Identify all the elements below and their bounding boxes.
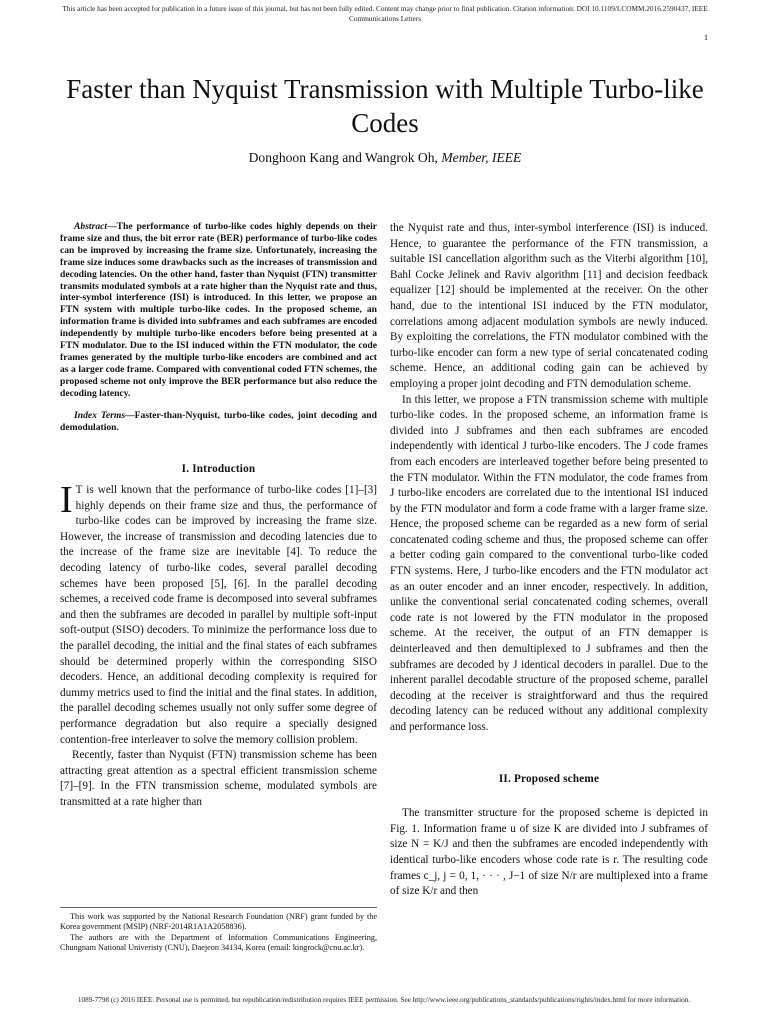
footnote (60, 907, 377, 953)
section-heading-introduction: I. Introduction (181, 463, 256, 476)
left-column (60, 221, 377, 810)
banner-line-1: This article has been accepted for publication in a future issue of this journal, but has not been fully edited. Content may change prior to final publication. Citation information: DOI 10.1109/LCOMM.2016.2590437, IEEE (62, 4, 708, 13)
author-membership: Member, IEEE (441, 150, 522, 165)
intro-paragraph-3: In this letter, we propose a FTN transmission scheme with multiple turbo-like codes. In the proposed scheme, an information frame is divided into J subframes and then each subframes are encoded independently with identical J turbo-like encoders. The J code frames from each encoders are interleaved together before being presented to the FTN modulator. Within the FTN modulator, the code frames from J turbo-like encoders are correlated due to the intentional ISI induced by the FTN modulator and form a code frame with a larger frame size. Hence, the proposed scheme can be regarded as a new form of serial concatenated coding scheme and thus, the proposed scheme can offer a better coding gain compared to the conventional turbo-like coded FTN systems. Here, J turbo-like encoders and the FTN modulator act as an outer encoder and an inner encoder, respectively. In addition, unlike the conventional serial concatenated coding schemes, overall code rate is not lowered by the FTN modulator in the proposed scheme. At the receiver, the output of an FTN demapper is deinterleaved and then demultiplexed to J subframes and then the subframes are decoded by J identical decoders in parallel. Due to the inherent parallel decodable structure of the proposed scheme, parallel decoding at the receiver is straightforward and thus the required decoding latency can be reduced without any additional complexity and performance loss. (390, 393, 708, 733)
abstract-text: The performance of turbo-like codes highly depends on their frame size and thus, the bit error rate (BER) performance of turbo-like codes can be improved by increasing the frame size. Unfortunately, increasing the frame size induces some drawbacks such as the increases of transmission and decoding latencies. On the other hand, faster than Nyquist (FTN) transmitter transmits modulated symbols at a rate higher than the Nyquist rate and thus, inter-symbol interference (ISI) is introduced. In this letter, we propose an FTN system with multiple turbo-like codes. In the proposed scheme, an information frame is divided into subframes and each subframes are encoded independently by multiple turbo-like encoders before being presented at a FTN modulator. Due to the ISI induced within the FTN modulator, the code frames generated by the multiple turbo-like encoders are combined and act as a larger code frame. Compared with conventional coded FTN schemes, the proposed scheme not only improve the BER performance but also reduce the decoding latency. (60, 221, 377, 399)
banner-line-2: Communications Letters (349, 14, 421, 23)
author-line (40, 150, 730, 166)
right-column (390, 221, 708, 900)
paper-title: Faster than Nyquist Transmission with Multiple Turbo-like Codes (66, 74, 704, 138)
footnote-funding: This work was supported by the National Research Foundation (NRF) grant funded by the Korea government (MSIP) (NRF-2014R1A1A2058836). (60, 912, 377, 932)
abstract: Abstract—The performance of turbo-like codes highly depends on their frame size and thus, the bit error rate (BER) performance of turbo-like codes can be improved by increasing the frame size. Unfortunately, increasing the frame size induces some drawbacks such as the increases of transmission and decoding latencies. On the other hand, faster than Nyquist (FTN) transmitter transmits modulated symbols at a rate higher than the Nyquist rate and thus, inter-symbol interference (ISI) is introduced. In this letter, we propose an FTN system with multiple turbo-like codes. In the proposed scheme, an information frame is divided into subframes and each subframes are encoded independently by multiple turbo-like encoders before being presented at a FTN modulator. Due to the ISI induced within the FTN modulator, the code frames generated by the multiple turbo-like encoders are combined and act as a larger code frame. Compared with conventional coded FTN schemes, the proposed scheme not only improve the BER performance but also reduce the decoding latency. (60, 221, 377, 399)
drop-cap: I (60, 479, 73, 521)
index-terms-text: Faster-than-Nyquist, turbo-like codes, joint decoding and demodulation. (60, 409, 377, 433)
copyright-footer: 1089-7798 (c) 2016 IEEE. Personal use is permitted, but republication/redistribution requires IEEE permission. See http://www.ieee.org/publications_standards/publications/rights/index.html for more information. (77, 996, 691, 1004)
journal-banner (40, 4, 730, 24)
footnote-affiliation: The authors are with the Department of Information Communications Engineering, Chungnam National Univeristy (CNU), Daejeon 34134, Korea (email: kingrock@cnu.ac.kr). (60, 932, 377, 952)
proposed-scheme-paragraph-1: The transmitter structure for the proposed scheme is depicted in Fig. 1. Information frame u of size K are divided into J subframes of size N = K/J and then the subframes are encoded independently with identical turbo-like encoders whose code rate is r. The resulting code frames c_j, j = 0, 1, · · · , J−1 of size N/r are multiplexed into a frame of size K/r and then (390, 807, 708, 898)
intro-paragraph-1 (60, 479, 377, 748)
author-names: Donghoon Kang and Wangrok Oh, (248, 150, 438, 165)
intro-paragraph-1-text: T is well known that the performance of turbo-like codes [1]–[3] highly depends on their frame size and thus, the performance of turbo-like codes can be improved by increasing the frame size. However, the increase of transmission and decoding latencies due to the increase of the frame size are inevitable [4]. To reduce the decoding latency of turbo-like codes, several parallel decoding schemes have been proposed [5], [6]. In the parallel decoding schemes, a received code frame is decomposed into several subframes and then the subframes are decoded in parallel by multiple soft-input soft-output (SISO) decoders. To minimize the performance loss due to the parallel decoding, the initial and the final states of each subframes should be determined properly within the corresponding SISO decoders. Hence, an additional decoding complexity is required for dummy metrics used to find the initial and the final states. In addition, the parallel decoding schemes usually not only suffer some degree of performance degradation but also require a specially designed contention-free interleaver to solve the memory collision problem. (60, 484, 377, 746)
index-terms: Index Terms—Faster-than-Nyquist, turbo-like codes, joint decoding and demodulation. (60, 409, 377, 433)
section-heading-proposed-scheme: II. Proposed scheme (498, 772, 600, 785)
abstract-label: Abstract (74, 221, 108, 232)
intro-paragraph-2: Recently, faster than Nyquist (FTN) transmission scheme has been attracting great attention as a spectral efficient transmission scheme [7]–[9]. In the FTN transmission scheme, modulated symbols are transmitted at a rate higher than (60, 749, 377, 808)
index-terms-label: Index Terms (74, 409, 126, 421)
intro-paragraph-2-continued: the Nyquist rate and thus, inter-symbol interference (ISI) is induced. Hence, to guarantee the performance of the FTN transmission, a suitable ISI cancellation algorithm such as the Viterbi algorithm [10], Bahl Cocke Jelinek and Raviv algorithm [11] and decision feedback equalizer [12] should be implemented at the receiver. On the other hand, due to the intentional ISI induced by the FTN modulator, correlations among adjacent modulation symbols are newly induced. By exploiting the correlations, the FTN modulator combined with the turbo-like encoder can form a new type of serial concatenated coding scheme. Hence, an additional coding gain can be achieved by employing a proper joint decoding and FTN demodulation scheme. (390, 222, 708, 390)
page-number: 1 (704, 33, 708, 42)
